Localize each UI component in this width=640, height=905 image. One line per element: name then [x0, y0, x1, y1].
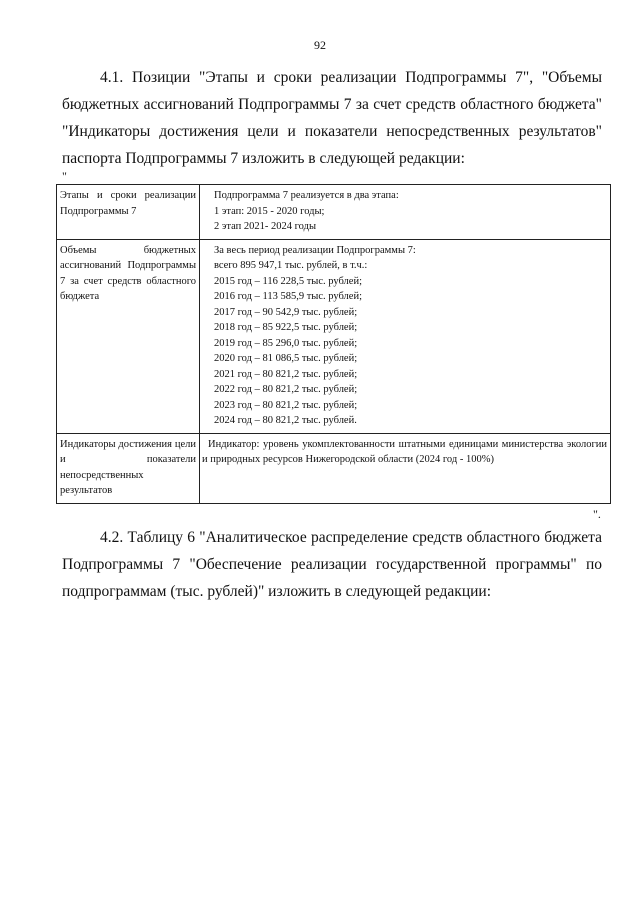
paragraph-line: паспорта Подпрограммы 7 изложить в следующей редакции:	[62, 150, 465, 167]
budget-line: 2020 год – 81 086,5 тыс. рублей;	[214, 353, 358, 364]
row-value	[200, 239, 611, 433]
budget-line: 2023 год – 80 821,2 тыс. рублей;	[214, 399, 358, 411]
paragraph-4-1	[62, 64, 602, 172]
budget-line: 2022 год – 80 821,2 тыс. рублей;	[214, 384, 358, 395]
budget-line: За весь период реализации Подпрограммы 7:	[214, 244, 416, 256]
row-label	[57, 433, 200, 503]
stages-label: Этапы и сроки реализации Подпрограммы 7	[60, 190, 196, 217]
paragraph-line: бюджетных ассигнований Подпрограммы 7 за счет средств областного бюджета"	[62, 96, 602, 113]
stages-line: 1 этап: 2015 - 2020 годы;	[214, 205, 325, 217]
budget-line: 2017 год – 90 542,9 тыс. рублей;	[214, 306, 358, 318]
paragraph-line: 4.2. Таблицу 6 "Аналитическое распределение средств областного бюджета	[100, 529, 602, 546]
budget-label: Объемы бюджетных ассигнований Подпрограммы 7 за счет средств областного бюджета	[60, 244, 196, 302]
table-row	[57, 239, 611, 433]
budget-line: 2016 год – 113 585,9 тыс. рублей;	[214, 291, 362, 302]
budget-line: 2024 год – 80 821,2 тыс. рублей.	[214, 415, 357, 426]
row-label	[57, 185, 200, 240]
indicator-text: Индикатор: уровень укомплектованности штатными единицами министерства экологии и природных ресурсов Нижегородской области (2024 год - 100%)	[202, 438, 607, 465]
table-row	[57, 433, 611, 503]
closing-quote-mark: ".	[593, 507, 601, 521]
paragraph-line: "Индикаторы достижения цели и показатели непосредственных результатов"	[62, 123, 602, 140]
row-value	[200, 185, 611, 240]
budget-line: 2019 год – 85 296,0 тыс. рублей;	[214, 337, 358, 349]
paragraph-line: 4.1. Позиции "Этапы и сроки реализации Подпрограммы 7", "Объемы	[100, 69, 602, 86]
page-number: 92	[314, 38, 326, 52]
indicators-label: Индикаторы достижения цели и показатели непосредственных результатов	[60, 438, 196, 496]
row-label	[57, 239, 200, 433]
budget-line: всего 895 947,1 тыс. рублей, в т.ч.:	[214, 260, 368, 271]
paragraph-line: подпрограммам (тыс. рублей)" изложить в следующей редакции:	[62, 583, 492, 600]
budget-line: 2021 год – 80 821,2 тыс. рублей;	[214, 368, 358, 380]
stages-line: Подпрограмма 7 реализуется в два этапа:	[214, 190, 399, 201]
passport-table	[56, 184, 611, 504]
budget-line: 2018 год – 85 922,5 тыс. рублей;	[214, 322, 358, 333]
row-value	[200, 433, 611, 503]
paragraph-line: Подпрограммы 7 "Обеспечение реализации государственной программы" по	[62, 556, 602, 573]
stages-line: 2 этап 2021- 2024 годы	[214, 221, 317, 232]
table-row	[57, 185, 611, 240]
paragraph-4-2	[62, 524, 602, 605]
opening-quote-mark: "	[62, 169, 67, 183]
budget-line: 2015 год – 116 228,5 тыс. рублей;	[214, 275, 362, 287]
